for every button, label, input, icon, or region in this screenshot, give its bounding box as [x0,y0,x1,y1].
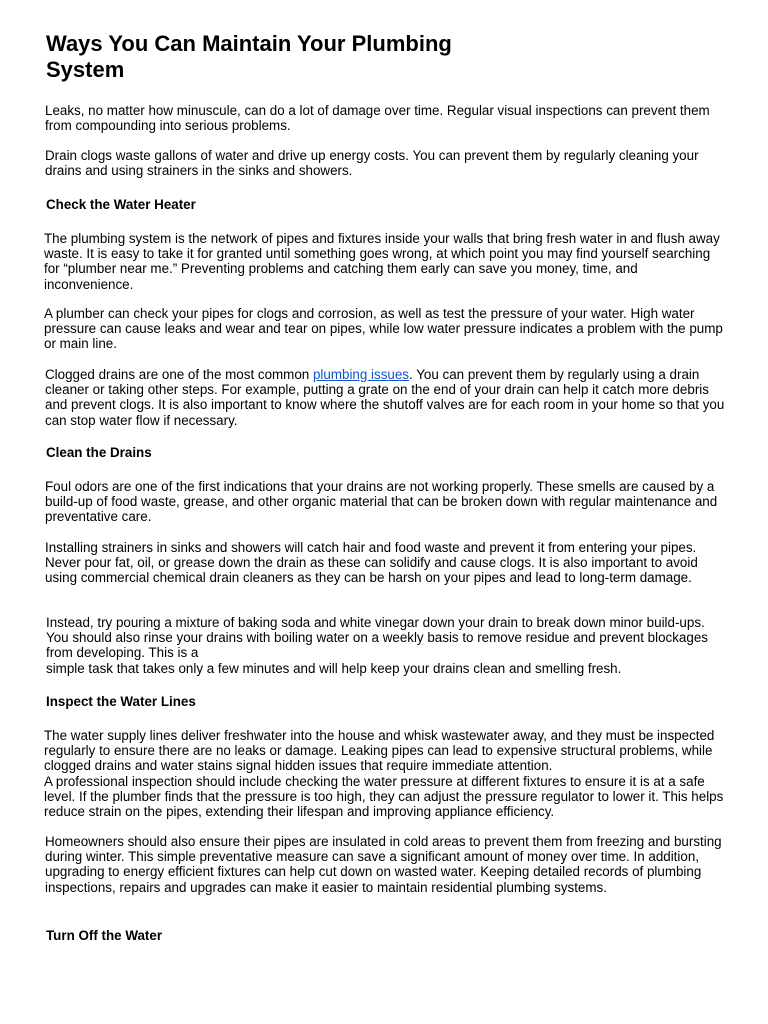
drains-paragraph-2: Installing strainers in sinks and showers will catch hair and food waste and prevent it from entering your pipes. Never pour fat, oil, or grease down the drain as these can solidify and cause clogs. It is also important to avoid using commercial chemical drain cleaners as they can be harsh on your pipes and lead to long-term damage. [45,540,698,586]
intro-paragraph-2: Drain clogs waste gallons of water and drive up energy costs. You can prevent them by regularly cleaning your drains and using strainers in the sinks and showers. [45,148,699,179]
heading-inspect-water-lines: Inspect the Water Lines [46,694,196,709]
water-heater-paragraph-1: The plumbing system is the network of pipes and fixtures inside your walls that bring fresh water in and flush away waste. It is easy to take it for granted until something goes wrong, at which point you may find yourself searching for “plumber near me.” Preventing problems and catching them early can save you money, time, and inconvenience. [44,231,720,292]
page-title: Ways You Can Maintain Your Plumbing System [46,31,452,82]
paragraph-text: simple task that takes only a few minutes and will help keep your drains clean and smelling fresh. [46,660,622,676]
drains-paragraph-3 [46,615,728,676]
heading-check-water-heater: Check the Water Heater [46,197,196,212]
water-heater-paragraph-2: A plumber can check your pipes for clogs and corrosion, as well as test the pressure of your water. High water pressure can cause leaks and wear and tear on pipes, while low water pressure indicates a problem with the pump or main line. [44,306,723,352]
intro-paragraph-1: Leaks, no matter how minuscule, can do a lot of damage over time. Regular visual inspections can prevent them from compounding into serious problems. [45,103,710,134]
water-heater-paragraph-3 [45,367,727,428]
water-lines-paragraph-3: Homeowners should also ensure their pipes are insulated in cold areas to prevent them from freezing and bursting during winter. This simple preventative measure can save a significant amount of money over time. In addition, upgrading to energy efficient fixtures can help cut down on wasted water. Keeping detailed records of plumbing inspections, repairs and upgrades can make it easier to maintain residential plumbing systems. [45,834,722,895]
paragraph-text: A professional inspection should include checking the water pressure at different fixtures to ensure it is at a safe level. If the plumber finds that the pressure is too high, they can adjust the pressure regulator to lower it. This helps reduce strain on the pipes, extending their lifespan and improving appliance efficiency. [44,773,724,820]
drains-paragraph-1: Foul odors are one of the first indications that your drains are not working properly. These smells are caused by a build-up of food waste, grease, and other organic material that can be broken down with regular maintenance and preventative care. [45,479,718,525]
plumbing-issues-link[interactable]: plumbing issues [312,367,409,382]
paragraph-text: Clogged drains are one of the most common [45,367,313,382]
paragraph-text: The water supply lines deliver freshwater into the house and whisk wastewater away, and they must be inspected regularly to ensure there are no leaks or damage. Leaking pipes can lead to expensive structural problems, while clogged drains and water stains signal hidden issues that require immediate attention. [44,728,715,774]
heading-turn-off-water: Turn Off the Water [46,928,163,943]
water-lines-paragraph-1 [44,728,726,819]
heading-clean-drains: Clean the Drains [46,445,152,460]
paragraph-text: Instead, try pouring a mixture of baking soda and white vinegar down your drain to break down minor build-ups. You should also rinse your drains with boiling water on a weekly basis to remove residue and prevent blockages from developing. This is a [46,615,708,661]
paragraph-text: . You can prevent them by regularly using a drain cleaner or taking other steps. For example, putting a grate on the end of your drain can help it catch more debris and prevent clogs. It is also important to know where the shutoff valves are for each room in your home so that you can stop water flow if necessary. [45,367,725,428]
